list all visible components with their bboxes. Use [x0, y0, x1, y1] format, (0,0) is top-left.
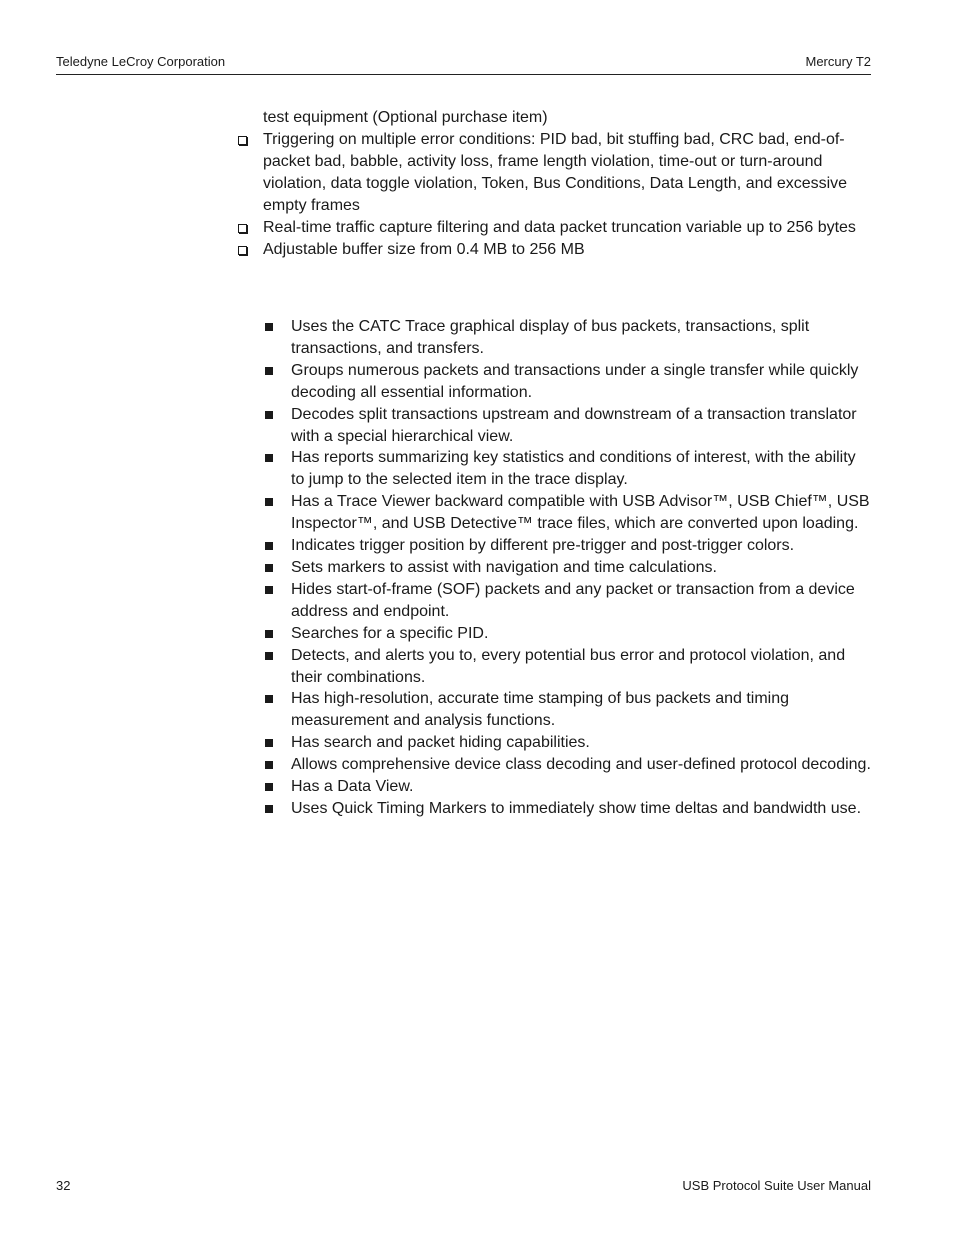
list-item-text: Has a Data View. — [291, 778, 414, 796]
list-item — [236, 239, 868, 261]
list-item — [264, 579, 872, 623]
header-product: Mercury T2 — [805, 54, 871, 69]
list-item-text: Has a Trace Viewer backward compatible with USB Advisor™, USB Chief™, USB Inspector™, and USB Detective™ trace files, which are converted upon loading. — [291, 493, 870, 533]
continuation-text: test equipment (Optional purchase item) — [263, 109, 548, 126]
solid-square-bullet-icon — [265, 586, 273, 594]
list-item-text: Hides start-of-frame (SOF) packets and any packet or transaction from a device address and endpoint. — [291, 580, 855, 620]
footer-manual-title: USB Protocol Suite User Manual — [682, 1178, 871, 1193]
list-item-text: Sets markers to assist with navigation and time calculations. — [291, 558, 717, 576]
hollow-square-bullet-icon — [238, 246, 247, 255]
solid-square-bullet-icon — [265, 695, 273, 703]
list-item — [236, 129, 868, 217]
list-item-text: Has high-resolution, accurate time stamping of bus packets and timing measurement and analysis functions. — [291, 690, 790, 730]
page-number: 32 — [56, 1178, 71, 1193]
solid-square-bullet-icon — [265, 411, 273, 419]
hollow-square-bullet-icon — [238, 136, 247, 145]
list-item — [264, 645, 872, 689]
solid-square-bullet-icon — [265, 323, 273, 331]
solid-square-bullet-icon — [265, 805, 273, 813]
list-item — [264, 688, 872, 732]
list-item — [264, 360, 872, 404]
solid-square-bullet-icon — [265, 783, 273, 791]
list-item — [236, 217, 868, 239]
list-item-text: Triggering on multiple error conditions: PID bad, bit stuffing bad, CRC bad, end-of-packet bad, babble, activity loss, frame length violation, time-out or turn-around violation, data toggle violation, Token, Bus Conditions, Data Length, and excessive empty frames — [263, 131, 848, 214]
list-item — [264, 557, 872, 579]
list-item — [264, 776, 872, 798]
list-item-text: Allows comprehensive device class decoding and user-defined protocol decoding. — [291, 756, 871, 774]
solid-square-bullet-icon — [265, 630, 273, 638]
list-item — [264, 404, 872, 448]
solid-square-bullet-icon — [265, 761, 273, 769]
page-header — [56, 53, 871, 75]
list-item-text: Indicates trigger position by different pre-trigger and post-trigger colors. — [291, 537, 795, 555]
list-item-text: Detects, and alerts you to, every potential bus error and protocol violation, and their combinations. — [291, 646, 846, 686]
list-item-text: Groups numerous packets and transactions under a single transfer while quickly decoding all essential information. — [291, 361, 859, 401]
list-item — [264, 316, 872, 360]
solid-square-bullet-icon — [265, 498, 273, 506]
solid-square-bullet-icon — [265, 652, 273, 660]
solid-square-bullet-icon — [265, 564, 273, 572]
list-item — [264, 447, 872, 491]
solid-square-bullet-icon — [265, 739, 273, 747]
page-footer — [56, 1177, 871, 1197]
list-item-text: Uses Quick Timing Markers to immediately show time deltas and bandwidth use. — [291, 799, 862, 817]
list-item — [264, 491, 872, 535]
solid-square-bullet-icon — [265, 367, 273, 375]
list-item-text: Uses the CATC Trace graphical display of bus packets, transactions, split transactions, and transfers. — [291, 318, 810, 357]
list-item — [264, 623, 872, 645]
list-item — [264, 535, 872, 557]
list-item-text: Adjustable buffer size from 0.4 MB to 256 MB — [263, 240, 585, 258]
hollow-bullet-list — [236, 129, 868, 260]
list-item — [264, 754, 872, 776]
list-item-text: Has reports summarizing key statistics and conditions of interest, with the ability to jump to the selected item in the trace display. — [291, 449, 856, 489]
list-item — [264, 798, 872, 820]
hollow-square-bullet-icon — [238, 224, 247, 233]
list-item-text: Decodes split transactions upstream and downstream of a transaction translator with a special hierarchical view. — [291, 405, 857, 445]
list-item-text: Has search and packet hiding capabilities. — [291, 734, 590, 752]
list-item-text: Real-time traffic capture filtering and data packet truncation variable up to 256 bytes — [263, 218, 856, 236]
list-item-text: Searches for a specific PID. — [291, 624, 489, 642]
solid-bullet-list — [264, 316, 872, 820]
list-item — [264, 732, 872, 754]
solid-square-bullet-icon — [265, 454, 273, 462]
header-company: Teledyne LeCroy Corporation — [56, 54, 226, 69]
solid-square-bullet-icon — [265, 542, 273, 550]
